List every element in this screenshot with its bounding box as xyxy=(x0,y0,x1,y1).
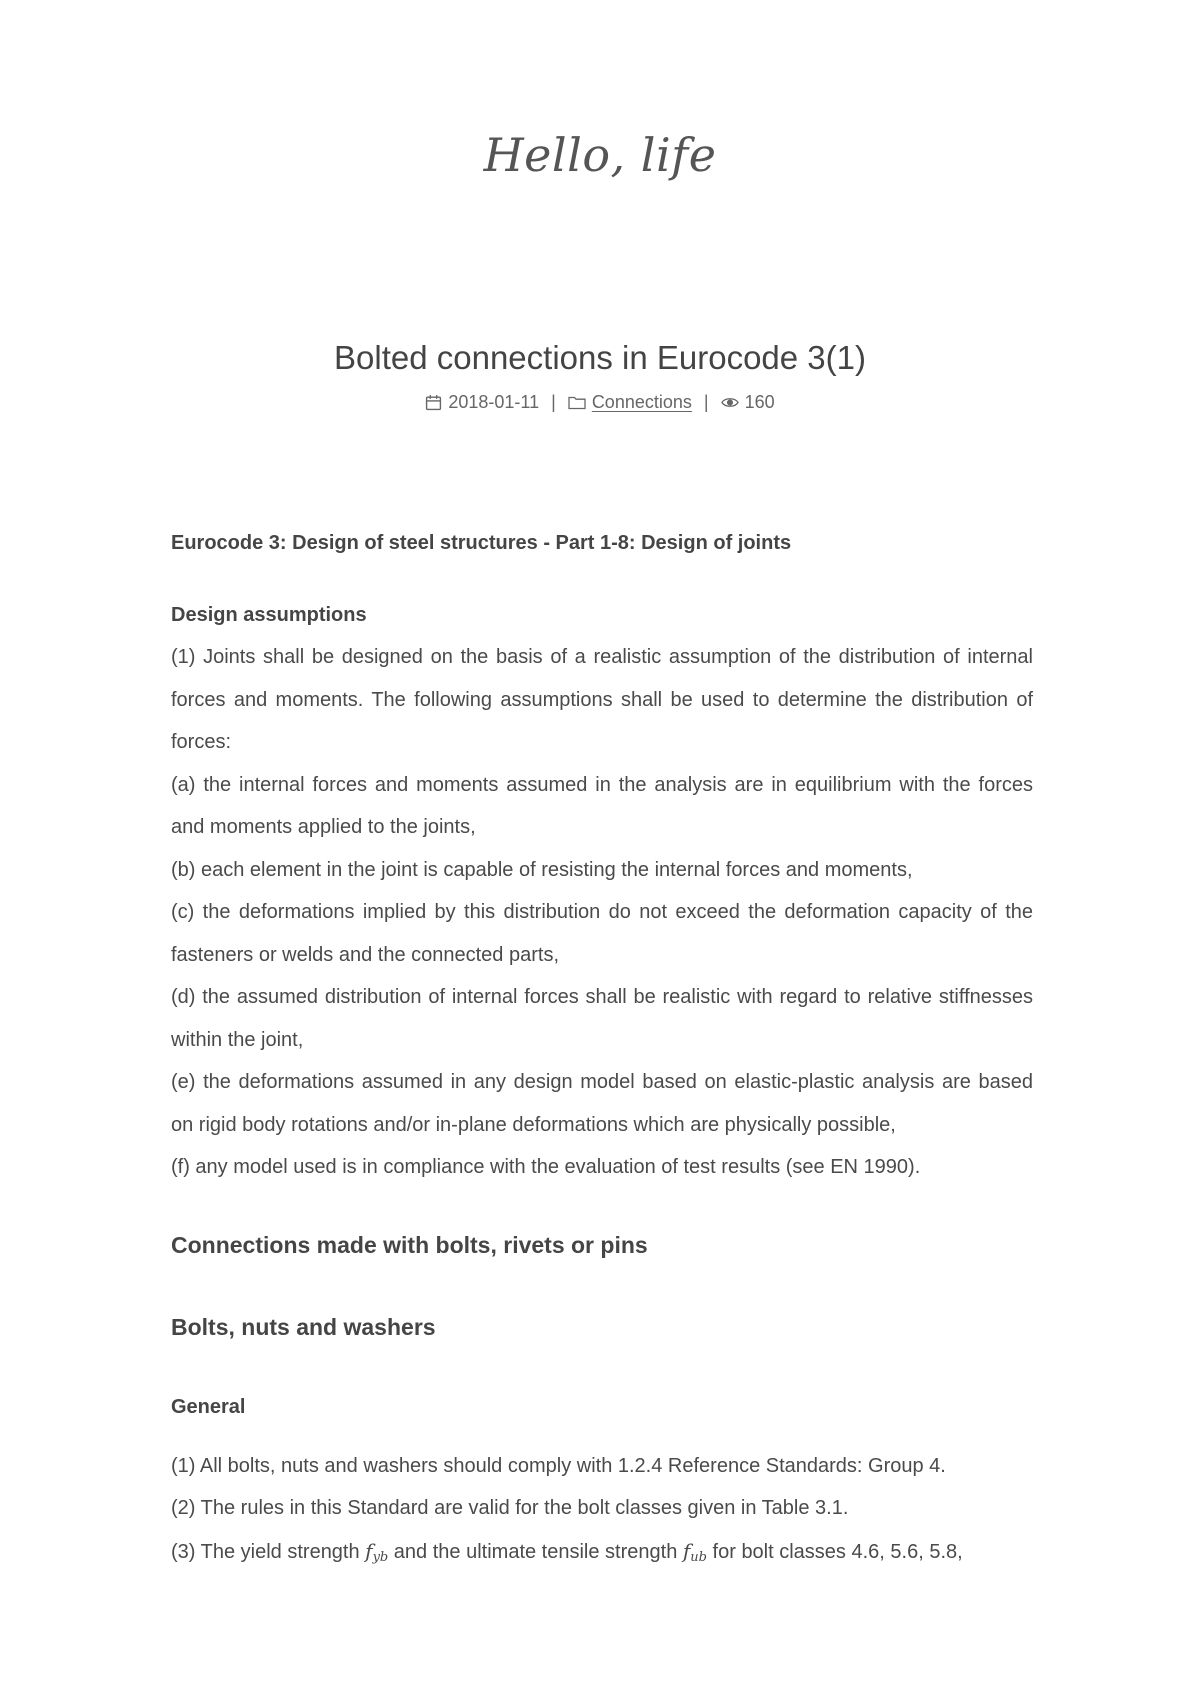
post-date-text: 2018-01-11 xyxy=(448,391,540,412)
document-title: Eurocode 3: Design of steel structures - Part 1-8: Design of joints xyxy=(171,532,792,554)
post-views-count: 160 xyxy=(744,391,775,412)
post-date xyxy=(425,392,539,413)
meta-separator: | xyxy=(703,391,709,412)
calendar-icon xyxy=(425,394,442,411)
paragraph: (e) the deformations assumed in any design model based on elastic-plastic analysis are based on rigid body rotations and/or in-plane deformations which are physically possible, xyxy=(171,1071,1033,1136)
post-header xyxy=(0,338,1200,413)
design-assumptions-heading: Design assumptions xyxy=(171,604,367,626)
paragraph: (2) The rules in this Standard are valid for the bolt classes given in Table 3.1. xyxy=(171,1497,849,1519)
post-category xyxy=(568,392,692,413)
section-heading: Connections made with bolts, rivets or pins xyxy=(171,1231,648,1258)
eye-icon xyxy=(721,396,739,409)
paragraph: (f) any model used is in compliance with the evaluation of test results (see EN 1990). xyxy=(171,1156,921,1178)
paragraph: (1) All bolts, nuts and washers should comply with 1.2.4 Reference Standards: Group 4. xyxy=(171,1454,946,1477)
post-meta xyxy=(0,392,1200,413)
subsection-heading: Bolts, nuts and washers xyxy=(171,1313,436,1340)
ultimate-strength-symbol: $f_{ub}$ xyxy=(682,1538,707,1565)
paragraph-text: and the ultimate tensile strength xyxy=(388,1540,683,1563)
post-views xyxy=(721,392,775,413)
paragraph: (d) the assumed distribution of internal forces shall be realistic with regard to relative stiffnesses within the joint, xyxy=(171,986,1033,1051)
paragraph: (c) the deformations implied by this distribution do not exceed the deformation capacity of the fasteners or welds and the connected parts, xyxy=(171,901,1033,966)
paragraph xyxy=(171,1530,1033,1580)
post-title: Bolted connections in Eurocode 3(1) xyxy=(334,339,866,376)
paragraph-text: (3) The yield strength xyxy=(171,1540,366,1563)
yield-strength-symbol: $f_{yb}$ xyxy=(365,1538,389,1565)
general-heading: General xyxy=(171,1395,246,1418)
paragraph: (a) the internal forces and moments assumed in the analysis are in equilibrium with the forces and moments applied to the joints, xyxy=(171,773,1033,838)
post-content xyxy=(171,522,1033,1579)
folder-icon xyxy=(568,395,586,410)
paragraph-text: for bolt classes 4.6, 5.6, 5.8, xyxy=(706,1540,963,1563)
site-title[interactable]: Hello, life xyxy=(483,128,717,182)
paragraph: (b) each element in the joint is capable of resisting the internal forces and moments, xyxy=(171,858,913,881)
paragraph: (1) Joints shall be designed on the basis of a realistic assumption of the distribution of internal forces and moments. The following assumptions shall be used to determine the distribution of forces: xyxy=(171,646,1033,753)
category-link[interactable]: Connections xyxy=(591,391,692,412)
meta-separator: | xyxy=(551,391,556,412)
